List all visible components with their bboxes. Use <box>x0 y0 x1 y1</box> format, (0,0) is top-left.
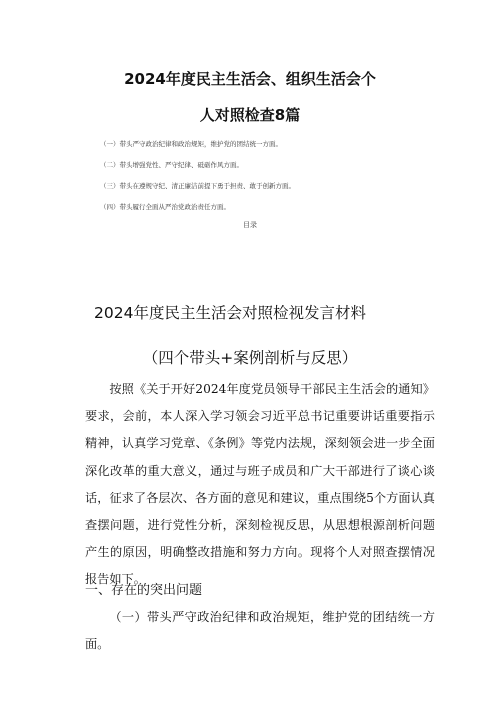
toc-item-3[interactable]: （三）带头在遵规守纪、清正廉洁前提下勇于担责、敢于创新方面。 <box>100 182 295 190</box>
subsection-paragraph: （一）带头严守政治纪律和政治规矩，维护党的团结统一方面。 <box>85 610 435 652</box>
toc-label: 目录 <box>243 221 257 229</box>
toc-item-1[interactable]: （一）带头严守政治纪律和政治规矩，维护党的团结统一方面。 <box>100 140 282 148</box>
intro-paragraph: 按照《关于开好2024年度党员领导干部民主生活会的通知》要求，会前，本人深入学习领会习近平总书记重要讲话重要指示精神，认真学习党章、《条例》等党内法规，深刻领会进一步全面深化改革的重大意义，通过与班子成员和广大干部进行了谈心谈话，征求了各层次、各方面的意见和建议，重点围绕5个方面认真查摆问题，进行党性分析，深刻检视反思，从思想根源剖析问题产生的原因，明确整改措施和努力方向。现将个人对照查摆情况报告如下。 <box>85 382 435 587</box>
toc-item-2[interactable]: （二）带头增强党性、严守纪律、砥砺作风方面。 <box>100 161 243 169</box>
document-title-line2: 人对照检查8篇 <box>199 106 301 124</box>
section-subtitle: （四个带头+案例剖析与反思） <box>142 349 358 367</box>
document-title-line1: 2024年度民主生活会、组织生活会个 <box>124 70 376 88</box>
section-title: 2024年度民主生活会对照检视发言材料 <box>94 304 366 322</box>
toc-item-4[interactable]: （四）带头履行全面从严治党政治责任方面。 <box>100 203 230 211</box>
heading-problems: 一、存在的突出问题 <box>85 583 203 598</box>
table-of-contents <box>100 140 420 224</box>
